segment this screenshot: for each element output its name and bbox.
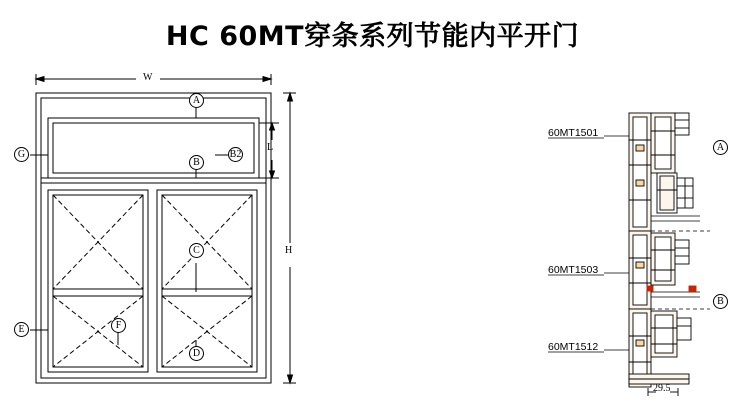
callout-b-elevation: B — [189, 155, 204, 170]
profile-code-60mt1503: 60MT1503 — [548, 264, 599, 276]
callout-e-elevation: E — [14, 322, 29, 337]
callout-b-section: B — [713, 294, 728, 309]
callout-b2-elevation: B2 — [229, 149, 242, 160]
height-dimension-label: H — [285, 245, 293, 256]
page-title: HC 60MT穿条系列节能内平开门 — [165, 21, 580, 52]
callout-c-elevation: C — [189, 243, 204, 258]
transom-dimension-label: L — [267, 142, 274, 153]
profile-code-60mt1512: 60MT1512 — [548, 341, 599, 353]
section-dimension-29-5: 29.5 — [653, 383, 671, 394]
callout-d-elevation: D — [189, 346, 204, 361]
callout-a-section: A — [713, 140, 728, 155]
callout-a-elevation: A — [189, 93, 204, 108]
callout-g-elevation: G — [14, 147, 29, 162]
width-dimension-label: W — [143, 72, 153, 83]
callout-f-elevation: F — [111, 318, 126, 333]
profile-code-60mt1501: 60MT1501 — [548, 127, 599, 139]
